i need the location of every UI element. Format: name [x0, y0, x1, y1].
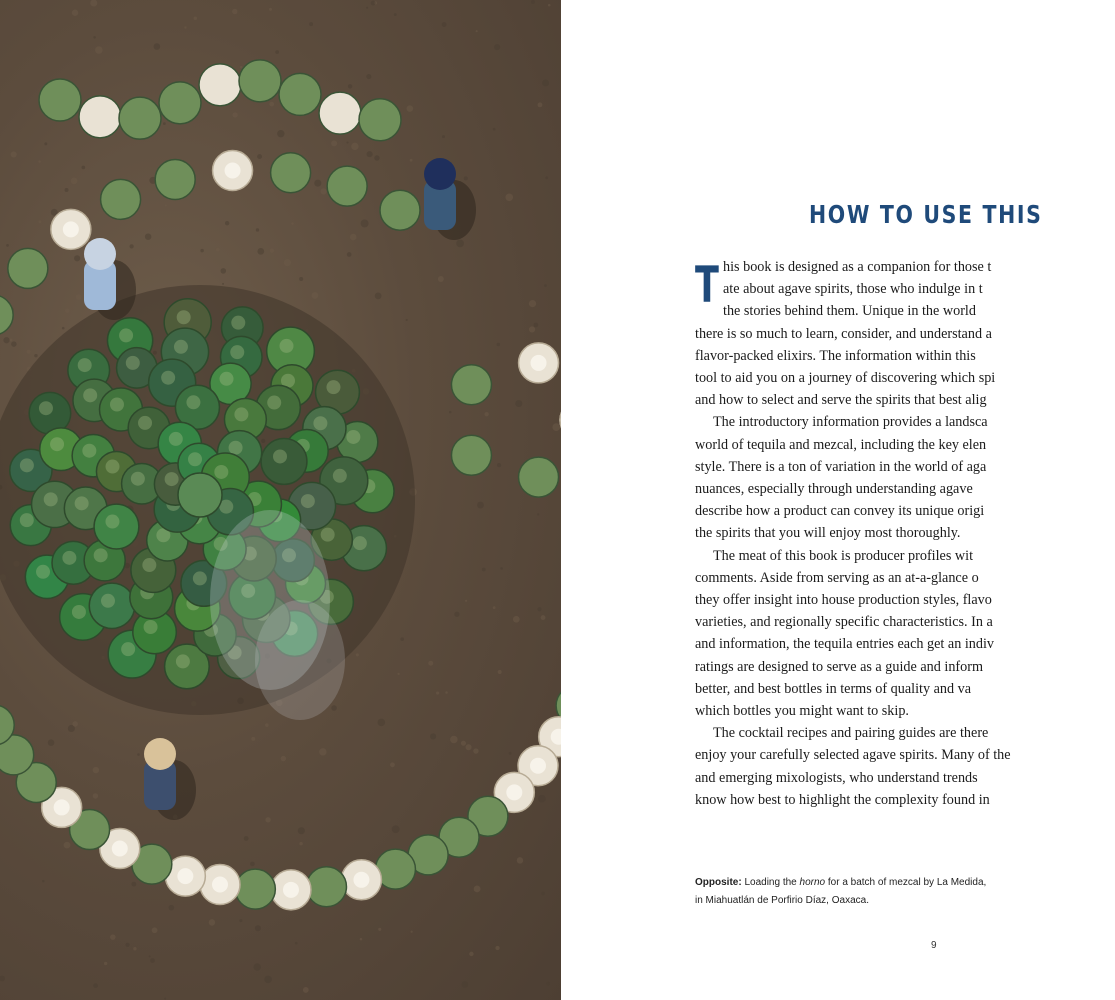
text-line: tool to aid you on a journey of discovering which spi: [695, 370, 996, 387]
caption-text: for a batch of mezcal by La Medida,: [825, 877, 987, 888]
drop-cap: T: [695, 256, 719, 314]
caption-text: Loading the: [744, 877, 800, 888]
text-line: the stories behind them. Unique in the world: [723, 303, 976, 320]
text-line: better, and best bottles in terms of quality and va: [695, 680, 972, 697]
text-line: ratings are designed to serve as a guide and inform: [695, 658, 983, 675]
body-text: [695, 256, 1115, 811]
text-line: style. There is a ton of variation in the world of aga: [695, 458, 987, 475]
text-line: the spirits that you will enjoy most thoroughly.: [695, 525, 961, 542]
paragraph-4: [695, 722, 1115, 811]
page-number: 9: [931, 940, 937, 951]
caption-label: Opposite:: [695, 877, 742, 888]
paragraph-1: [695, 256, 1115, 411]
text-line: enjoy your carefully selected agave spirits. Many of the: [695, 747, 1011, 764]
text-line: and information, the tequila entries each get an indiv: [695, 636, 995, 653]
text-line: his book is designed as a companion for those t: [723, 259, 992, 275]
text-line: flavor-packed elixirs. The information within this: [695, 347, 976, 364]
paragraph-2: [695, 411, 1115, 544]
page-heading: HOW TO USE THIS: [809, 200, 1043, 229]
text-line: varieties, and regionally specific characteristics. In a: [695, 614, 993, 631]
text-line: and emerging mixologists, who understand trends: [695, 769, 978, 786]
text-line: which bottles you might want to skip.: [695, 703, 909, 720]
text-line: there is so much to learn, consider, and understand a: [695, 325, 992, 342]
text-line: they offer insight into house production styles, flavo: [695, 592, 992, 609]
text-line: The cocktail recipes and pairing guides are there: [713, 725, 989, 742]
paragraph-3: [695, 545, 1115, 723]
text-line: nuances, especially through understanding agave: [695, 481, 973, 498]
text-page: [561, 0, 1043, 1000]
caption-text: in Miahuatlán de Porfirio Díaz, Oaxaca.: [695, 895, 869, 906]
text-line: comments. Aside from serving as an at-a-glance o: [695, 569, 979, 586]
text-line: world of tequila and mezcal, including the key elen: [695, 436, 987, 453]
text-line: The introductory information provides a landsca: [713, 414, 988, 431]
text-line: ate about agave spirits, those who indulge in t: [723, 281, 983, 298]
caption-emphasis: horno: [799, 877, 826, 888]
text-line: and how to select and serve the spirits that best alig: [695, 392, 987, 409]
photo-caption: [695, 874, 1095, 910]
text-line: know how best to highlight the complexity found in: [695, 791, 990, 808]
text-line: The meat of this book is producer profiles wit: [713, 547, 974, 564]
text-line: describe how a product can convey its unique origi: [695, 503, 985, 520]
